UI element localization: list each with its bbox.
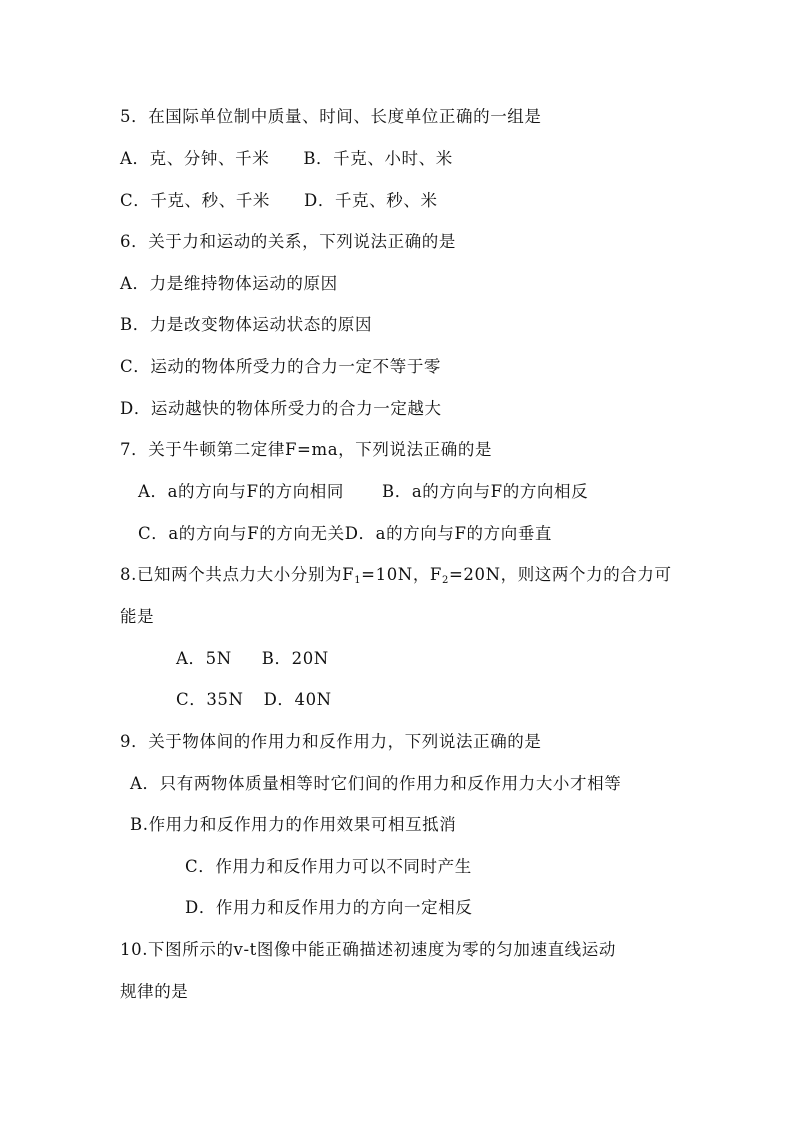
q8-stem-part-3: =20N，则这两个力的合力可 <box>448 565 672 584</box>
q7-option-b: B．a的方向与F的方向相反 <box>382 482 589 501</box>
q5-options-row-1 <box>120 148 453 170</box>
q8-stem <box>120 564 672 586</box>
q5-option-d: D．千克、秒、米 <box>304 191 438 210</box>
q5-stem: 5．在国际单位制中质量、时间、长度单位正确的一组是 <box>120 107 542 126</box>
q5-option-c: C．千克、秒、千米 <box>120 191 271 210</box>
q10-stem-continued: 规律的是 <box>120 982 189 1001</box>
q8-options-row-2 <box>176 689 332 711</box>
q7-option-c: C．a的方向与F的方向无关 <box>138 524 345 543</box>
q9-option-d: D．作用力和反作用力的方向一定相反 <box>185 898 473 917</box>
q6-option-a: A．力是维持物体运动的原因 <box>120 274 338 293</box>
q7-option-a: A．a的方向与F的方向相同 <box>138 482 345 501</box>
q9-stem: 9．关于物体间的作用力和反作用力，下列说法正确的是 <box>120 732 542 751</box>
q5-options-row-2 <box>120 190 438 212</box>
q8-subscript-1: 1 <box>354 575 362 586</box>
q5-option-b: B．千克、小时、米 <box>303 149 453 168</box>
q9-option-b: B.作用力和反作用力的作用效果可相互抵消 <box>130 815 457 834</box>
q7-option-d: D．a的方向与F的方向垂直 <box>344 524 553 543</box>
q8-stem-part-1: 8.已知两个共点力大小分别为F <box>120 565 355 584</box>
q8-stem-part-2: =10N，F <box>361 565 442 584</box>
q8-stem-continued: 能是 <box>120 607 155 626</box>
q8-subscript-2: 2 <box>441 575 449 586</box>
q7-options-row-2 <box>138 523 552 545</box>
q8-option-b: B．20N <box>261 649 329 668</box>
q6-option-d: D．运动越快的物体所受力的合力一定越大 <box>120 399 442 418</box>
q8-option-d: D．40N <box>263 690 332 709</box>
q5-option-a: A．克、分钟、千米 <box>120 149 270 168</box>
q8-option-c: C．35N <box>176 690 244 709</box>
q6-option-c: C．运动的物体所受力的合力一定不等于零 <box>120 357 442 376</box>
q7-stem: 7．关于牛顿第二定律F=ma，下列说法正确的是 <box>120 440 493 459</box>
q8-option-a: A．5N <box>176 649 232 668</box>
q6-option-b: B．力是改变物体运动状态的原因 <box>120 315 373 334</box>
q9-option-a: A．只有两物体质量相等时它们间的作用力和反作用力大小才相等 <box>130 774 622 793</box>
q9-option-c: C．作用力和反作用力可以不同时产生 <box>185 857 472 876</box>
q10-stem: 10.下图所示的v-t图像中能正确描述初速度为零的匀加速直线运动 <box>120 940 616 959</box>
q8-options-row-1 <box>176 648 329 670</box>
q7-options-row-1 <box>138 481 588 503</box>
q6-stem: 6．关于力和运动的关系，下列说法正确的是 <box>120 232 456 251</box>
